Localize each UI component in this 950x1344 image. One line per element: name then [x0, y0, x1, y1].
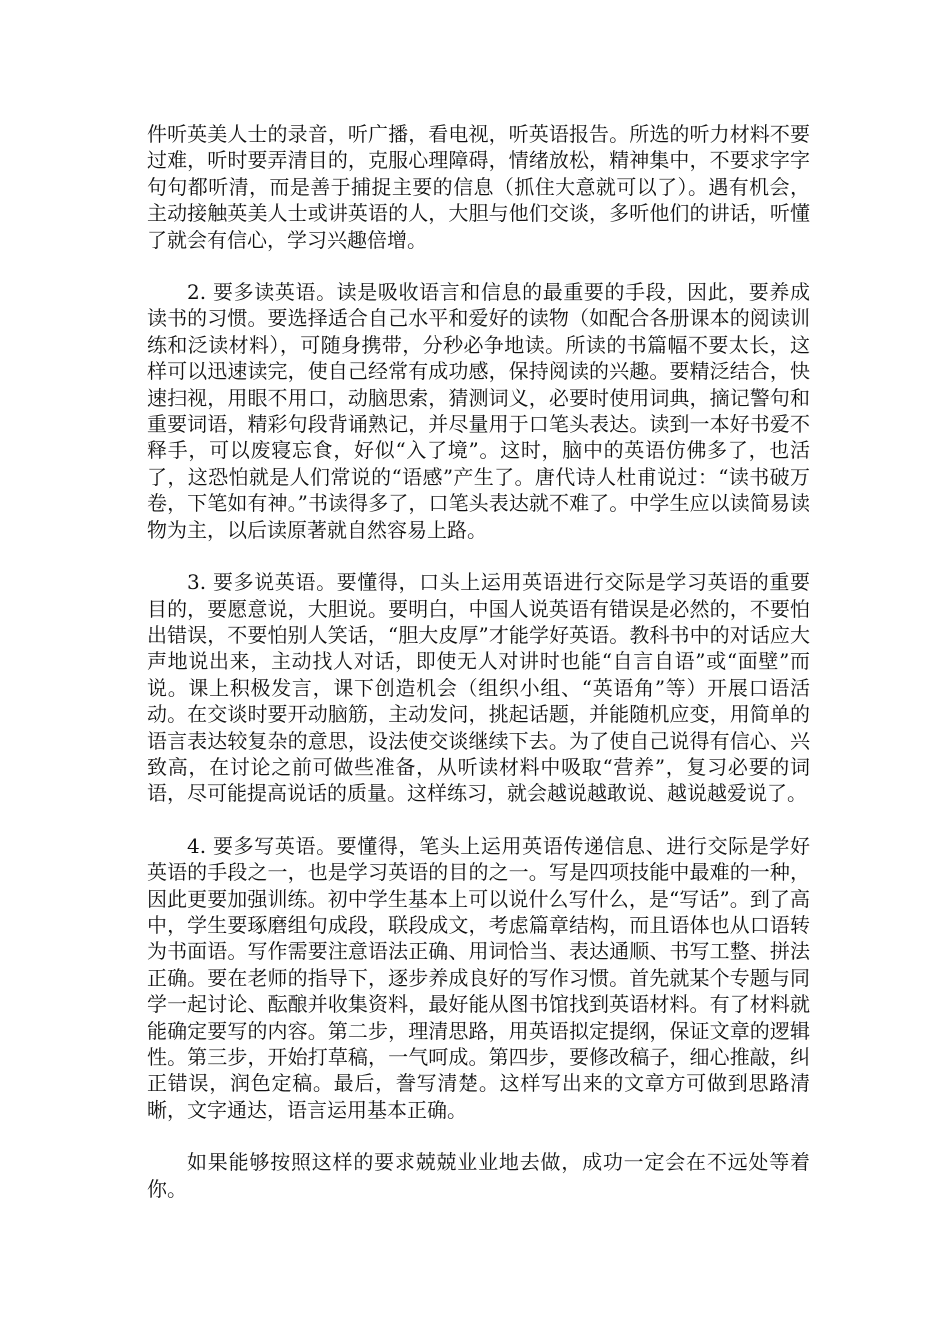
paragraph-speaking: 3. 要多说英语。要懂得，口头上运用英语进行交际是学习英语的重要目的，要愿意说，大胆说。要明白，中国人说英语有错误是必然的，不要怕出错误，不要怕别人笑话，“胆大皮厚”才能学好英语。教科书中的对话应大声地说出来，主动找人对话，即使无人对讲时也能“自言自语”或“面壁”而说。课上积极发言，课下创造机会（组织小组、“英语角”等）开展口语活动。在交谈时要开动脑筋，主动发问，挑起话题，并能随机应变，用简单的语言表达较复杂的意思，设法使交谈继续下去。为了使自己说得有信心、兴致高，在讨论之前可做些准备，从听读材料中吸取“营养”，复习必要的词语，尽可能提高说话的质量。这样练习，就会越说越敢说、越说越爱说了。 — [147, 570, 810, 806]
paragraph-writing: 4. 要多写英语。要懂得，笔头上运用英语传递信息、进行交际是学好英语的手段之一，也是学习英语的目的之一。写是四项技能中最难的一种，因此更要加强训练。初中学生基本上可以说什么写什么，是“写话”。到了高中，学生要琢磨组句成段，联段成文，考虑篇章结构，而且语体也从口语转为书面语。写作需要注意语法正确、用词恰当、表达通顺、书写工整、拼法正确。要在老师的指导下，逐步养成良好的写作习惯。首先就某个专题与同学一起讨论、酝酿并收集资料，最好能从图书馆找到英语材料。有了材料就能确定要写的内容。第二步，理清思路，用英语拟定提纲，保证文章的逻辑性。第三步，开始打草稿，一气呵成。第四步，要修改稿子，细心推敲，纠正错误，润色定稿。最后，誊写清楚。这样写出来的文章方可做到思路清晰，文字通达，语言运用基本正确。 — [147, 833, 810, 1122]
paragraph-listening-continued: 件听英美人士的录音，听广播，看电视，听英语报告。所选的听力材料不要过难，听时要弄清目的，克服心理障碍，情绪放松，精神集中，不要求字字句句都听清，而是善于捕捉主要的信息（抓住大意就可以了）。遇有机会，主动接触英美人士或讲英语的人，大胆与他们交谈，多听他们的讲话，听懂了就会有信心，学习兴趣倍增。 — [147, 122, 810, 252]
paragraph-reading: 2. 要多读英语。读是吸收语言和信息的最重要的手段，因此，要养成读书的习惯。要选择适合自己水平和爱好的读物（如配合各册课本的阅读训练和泛读材料），可随身携带，分秒必争地读。所读的书篇幅不要太长，这样可以迅速读完，使自己经常有成功感，保持阅读的兴趣。要精泛结合，快速扫视，用眼不用口，动脑思索，猜测词义，必要时使用词典，摘记警句和重要词语，精彩句段背诵熟记，并尽量用于口笔头表达。读到一本好书爱不释手，可以废寝忘食，好似“入了境”。这时，脑中的英语仿佛多了，也活了，这恐怕就是人们常说的“语感”产生了。唐代诗人杜甫说过：“读书破万卷，下笔如有神。”书读得多了，口笔头表达就不难了。中学生应以读简易读物为主，以后读原著就自然容易上路。 — [147, 280, 810, 542]
paragraph-conclusion: 如果能够按照这样的要求兢兢业业地去做，成功一定会在不远处等着你。 — [147, 1150, 810, 1201]
document-body — [147, 121, 810, 1228]
